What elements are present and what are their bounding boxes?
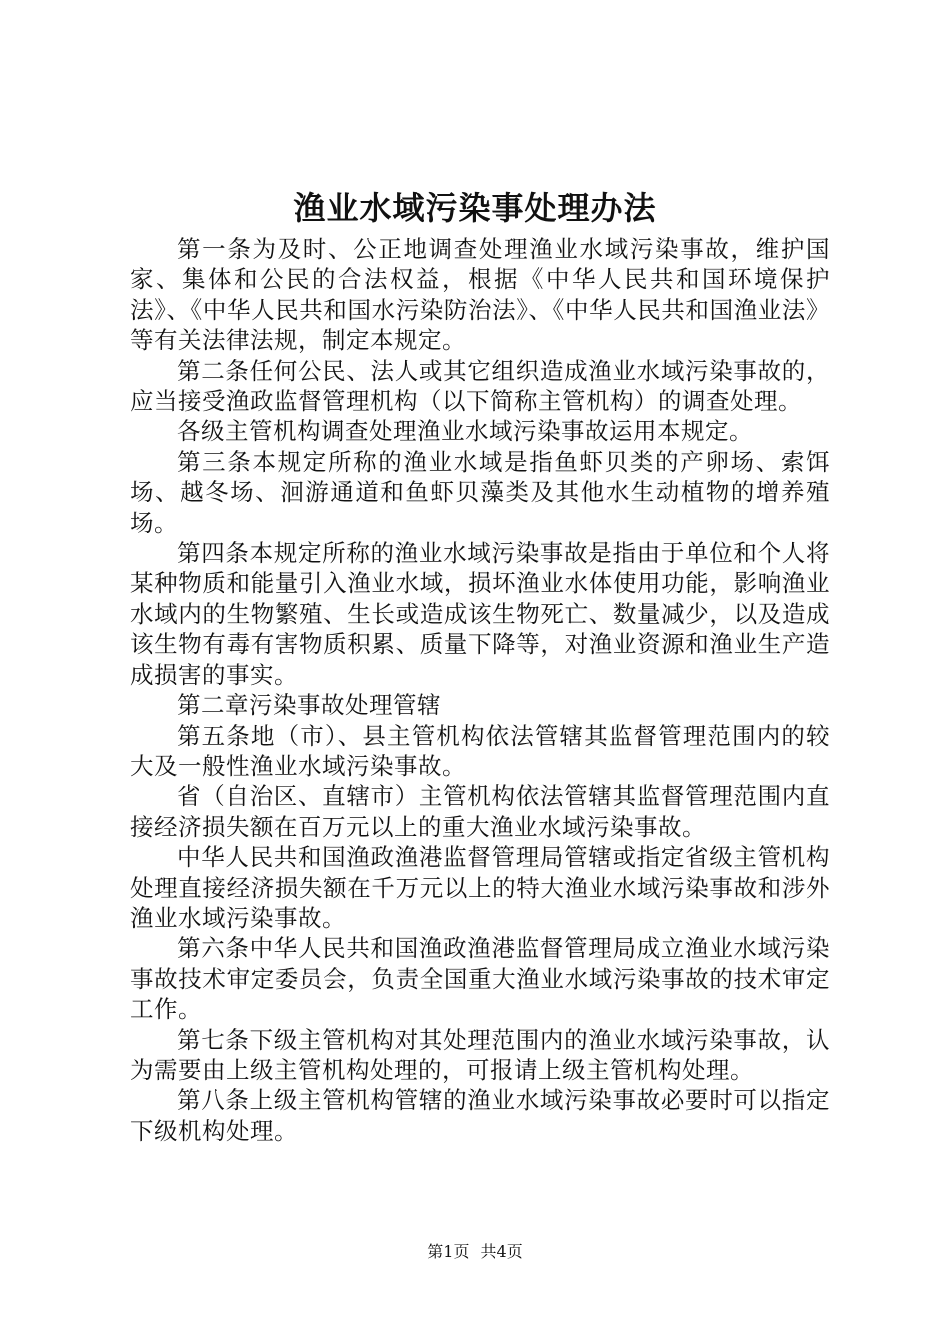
page-footer [0,1242,950,1262]
document-title: 渔业水域污染事处理办法 [293,189,657,227]
document-body [130,234,830,1146]
paragraph-article-4: 第四条本规定所称的渔业水域污染事故是指由于单位和个人将某种物质和能量引入渔业水域，损坏渔业水体使用功能，影响渔业水域内的生物繁殖、生长或造成该生物死亡、数量减少，以及造成该生物有毒有害物质积累、质量下降等，对渔业资源和渔业生产造成损害的事实。 [130,539,830,689]
paragraph-article-5-national: 中华人民共和国渔政渔港监督管理局管辖或指定省级主管机构处理直接经济损失额在千万元以上的特大渔业水域污染事故和涉外渔业水域污染事故。 [130,843,830,932]
paragraph-article-5: 第五条地（市）、县主管机构依法管辖其监督管理范围内的较大及一般性渔业水域污染事故。 [130,721,830,780]
paragraph-article-3: 第三条本规定所称的渔业水域是指鱼虾贝类的产卵场、索饵场、越冬场、洄游通道和鱼虾贝藻类及其他水生动植物的增养殖场。 [130,447,830,537]
paragraph-article-7: 第七条下级主管机构对其处理范围内的渔业水域污染事故，认为需要由上级主管机构处理的，可报请上级主管机构处理。 [130,1025,830,1084]
paragraph-article-2-scope: 各级主管机构调查处理渔业水域污染事故运用本规定。 [177,417,753,446]
paragraph-article-2: 第二条任何公民、法人或其它组织造成渔业水域污染事故的，应当接受渔政监督管理机构（以下简称主管机构）的调查处理。 [130,356,830,416]
paragraph-article-8: 第八条上级主管机构管辖的渔业水域污染事故必要时可以指定下级机构处理。 [130,1086,830,1145]
paragraph-article-6: 第六条中华人民共和国渔政渔港监督管理局成立渔业水域污染事故技术审定委员会，负责全国重大渔业水域污染事故的技术审定工作。 [130,934,830,1024]
page-total: 共4页 [480,1242,523,1261]
page-number: 第1页 [427,1242,470,1261]
paragraph-article-1: 第一条为及时、公正地调查处理渔业水域污染事故，维护国家、集体和公民的合法权益，根据《中华人民共和国环境保护法》、《中华人民共和国水污染防治法》、《中华人民共和国渔业法》等有关法律法规，制定本规定。 [130,235,830,355]
chapter-heading: 第二章污染事故处理管辖 [177,691,441,720]
paragraph-article-5-provincial: 省（自治区、直辖市）主管机构依法管辖其监督管理范围内直接经济损失额在百万元以上的重大渔业水域污染事故。 [130,782,830,841]
